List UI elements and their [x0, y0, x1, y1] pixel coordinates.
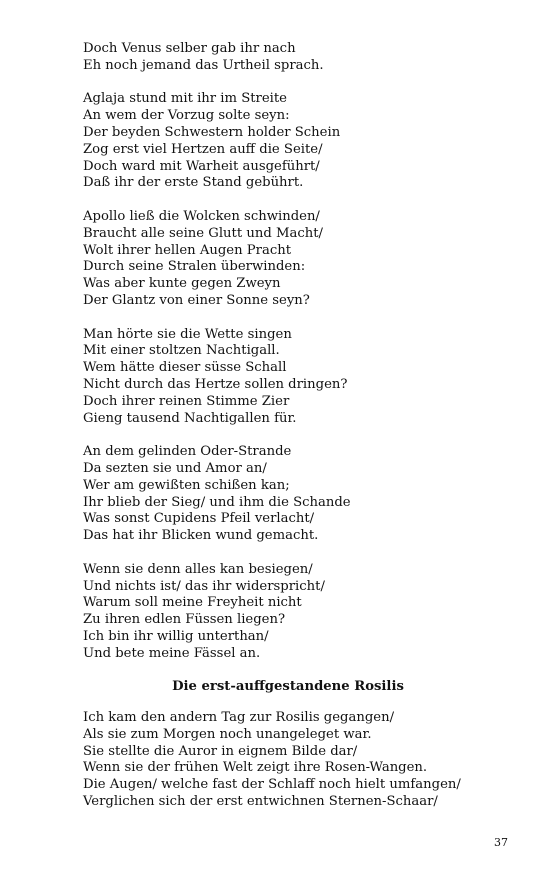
- verse-line: Nicht durch das Hertze sollen dringen?: [83, 376, 348, 392]
- stanza-6: [83, 562, 523, 663]
- stanza-3: [83, 209, 523, 310]
- verse-line: Was aber kunte gegen Zweyn: [83, 276, 281, 292]
- stanza-5: [83, 444, 523, 545]
- verse-line: Doch ihrer reinen Stimme Zier: [83, 393, 290, 409]
- verse-line: Apollo ließ die Wolcken schwinden/: [83, 208, 320, 224]
- verse-line: Daß ihr der erste Stand gebührt.: [83, 175, 304, 191]
- verse-line: Eh noch jemand das Urtheil sprach.: [83, 57, 324, 73]
- verse-line: Warum soll meine Freyheit nicht: [83, 595, 302, 611]
- stanza-1: [83, 41, 523, 75]
- verse-line: Die Augen/ welche fast der Schlaff noch hielt umfangen/: [83, 777, 461, 793]
- verse-line: Aglaja stund mit ihr im Streite: [83, 91, 287, 107]
- stanza-4: [83, 327, 523, 428]
- verse-line: Durch seine Stralen überwinden:: [83, 259, 306, 275]
- verse-line: Doch Venus selber gab ihr nach: [83, 41, 296, 56]
- verse-line: Wer am gewißten schißen kan;: [83, 477, 290, 493]
- poem-text: [83, 41, 523, 828]
- verse-line: Der Glantz von einer Sonne seyn?: [83, 292, 310, 308]
- verse-line: Wolt ihrer hellen Augen Pracht: [83, 242, 292, 258]
- verse-line: An wem der Vorzug solte seyn:: [83, 108, 290, 124]
- verse-line: Gieng tausend Nachtigallen für.: [83, 410, 297, 426]
- poem2-stanza-1: [83, 710, 523, 811]
- verse-line: Zog erst viel Hertzen auff die Seite/: [83, 141, 323, 157]
- verse-line: Ich bin ihr willig unterthan/: [83, 628, 269, 644]
- verse-line: Man hörte sie die Wette singen: [83, 326, 292, 342]
- verse-line: Ihr blieb der Sieg/ und ihm die Schande: [83, 494, 351, 510]
- poem-title: Die erst-auffgestandene Rosilis: [172, 679, 404, 695]
- verse-line: Ich kam den andern Tag zur Rosilis gegangen/: [83, 710, 395, 726]
- verse-line: Wenn sie der frühen Welt zeigt ihre Rosen-Wangen.: [83, 760, 428, 776]
- verse-line: Als sie zum Morgen noch unangeleget war.: [83, 726, 372, 742]
- verse-line: Was sonst Cupidens Pfeil verlacht/: [83, 511, 315, 527]
- verse-line: Und bete meine Fässel an.: [83, 645, 261, 661]
- verse-line: Doch ward mit Warheit ausgeführt/: [83, 158, 320, 174]
- page-number: 37: [494, 836, 508, 849]
- verse-line: Zu ihren edlen Füssen liegen?: [83, 612, 286, 628]
- verse-line: An dem gelinden Oder-Strande: [83, 444, 292, 460]
- stanza-2: [83, 91, 523, 192]
- verse-line: Verglichen sich der erst entwichnen Sternen-Schaar/: [83, 794, 438, 810]
- verse-line: Das hat ihr Blicken wund gemacht.: [83, 528, 319, 544]
- verse-line: Mit einer stoltzen Nachtigall.: [83, 343, 280, 359]
- verse-line: Da sezten sie und Amor an/: [83, 460, 267, 476]
- verse-line: Wenn sie denn alles kan besiegen/: [83, 561, 313, 577]
- verse-line: Wem hätte dieser süsse Schall: [83, 360, 287, 376]
- verse-line: Und nichts ist/ das ihr widerspricht/: [83, 578, 325, 594]
- verse-line: Der beyden Schwestern holder Schein: [83, 124, 341, 140]
- verse-line: Sie stellte die Auror in eignem Bilde dar/: [83, 743, 358, 759]
- verse-line: Braucht alle seine Glutt und Macht/: [83, 225, 323, 241]
